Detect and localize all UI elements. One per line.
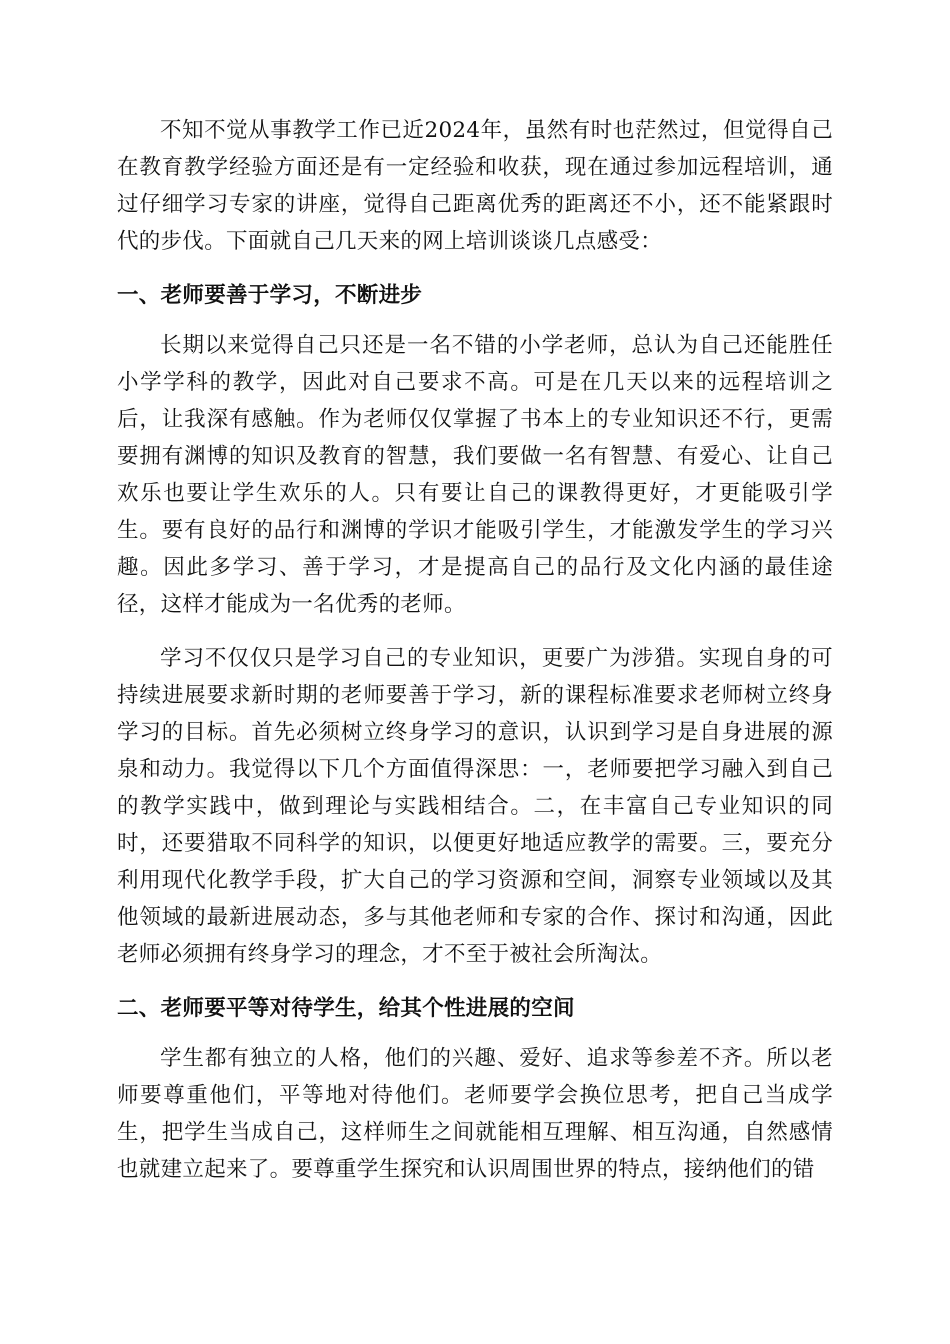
section-2-paragraph-1: 学生都有独立的人格，他们的兴趣、爱好、追求等参差不齐。所以老师要尊重他们，平等地对待他们。老师要学会换位思考，把自己当成学生，把学生当成自己，这样师生之间就能相互理解、相互沟通，自然感情也就建立起来了。要尊重学生探究和认识周围世界的特点，接纳他们的错 [117, 1046, 833, 1182]
intro-paragraph: 不知不觉从事教学工作已近2024年，虽然有时也茫然过，但觉得自己在教育教学经验方面还是有一定经验和收获，现在通过参加远程培训，通过仔细学习专家的讲座，觉得自己距离优秀的距离还不小，还不能紧跟时代的步伐。下面就自己几天来的网上培训谈谈几点感受： [117, 118, 833, 254]
spacer [117, 314, 833, 327]
spacer [117, 1027, 833, 1040]
document-page [117, 112, 833, 1188]
section-heading-2: 二、老师要平等对待学生，给其个性进展的空间 [117, 996, 575, 1021]
spacer [117, 260, 833, 277]
section-1-paragraph-2: 学习不仅仅只是学习自己的专业知识，更要广为涉猎。实现自身的可持续进展要求新时期的老师要善于学习，新的课程标准要求老师树立终身学习的目标。首先必须树立终身学习的意识，认识到学习是自身进展的源泉和动力。我觉得以下几个方面值得深思：一，老师要把学习融入到自己的教学实践中，做到理论与实践相结合。二，在丰富自己专业知识的同时，还要猎取不同科学的知识，以便更好地适应教学的需要。三，要充分利用现代化教学手段，扩大自己的学习资源和空间，洞察专业领域以及其他领域的最新进展动态，多与其他老师和专家的合作、探讨和沟通，因此老师必须拥有终身学习的理念，才不至于被社会所淘汰。 [117, 646, 833, 967]
section-heading-1: 一、老师要善于学习，不断进步 [117, 283, 423, 308]
spacer [117, 623, 833, 640]
section-1-paragraph-1: 长期以来觉得自己只还是一名不错的小学老师，总认为自己还能胜任小学学科的教学，因此对自己要求不高。可是在几天以来的远程培训之后，让我深有感触。作为老师仅仅掌握了书本上的专业知识还不行，更需要拥有渊博的知识及教育的智慧，我们要做一名有智慧、有爱心、让自己欢乐也要让学生欢乐的人。只有要让自己的课教得更好，才更能吸引学生。要有良好的品行和渊博的学识才能吸引学生，才能激发学生的学习兴趣。因此多学习、善于学习，才是提高自己的品行及文化内涵的最佳途径，这样才能成为一名优秀的老师。 [117, 333, 833, 617]
spacer [117, 973, 833, 990]
